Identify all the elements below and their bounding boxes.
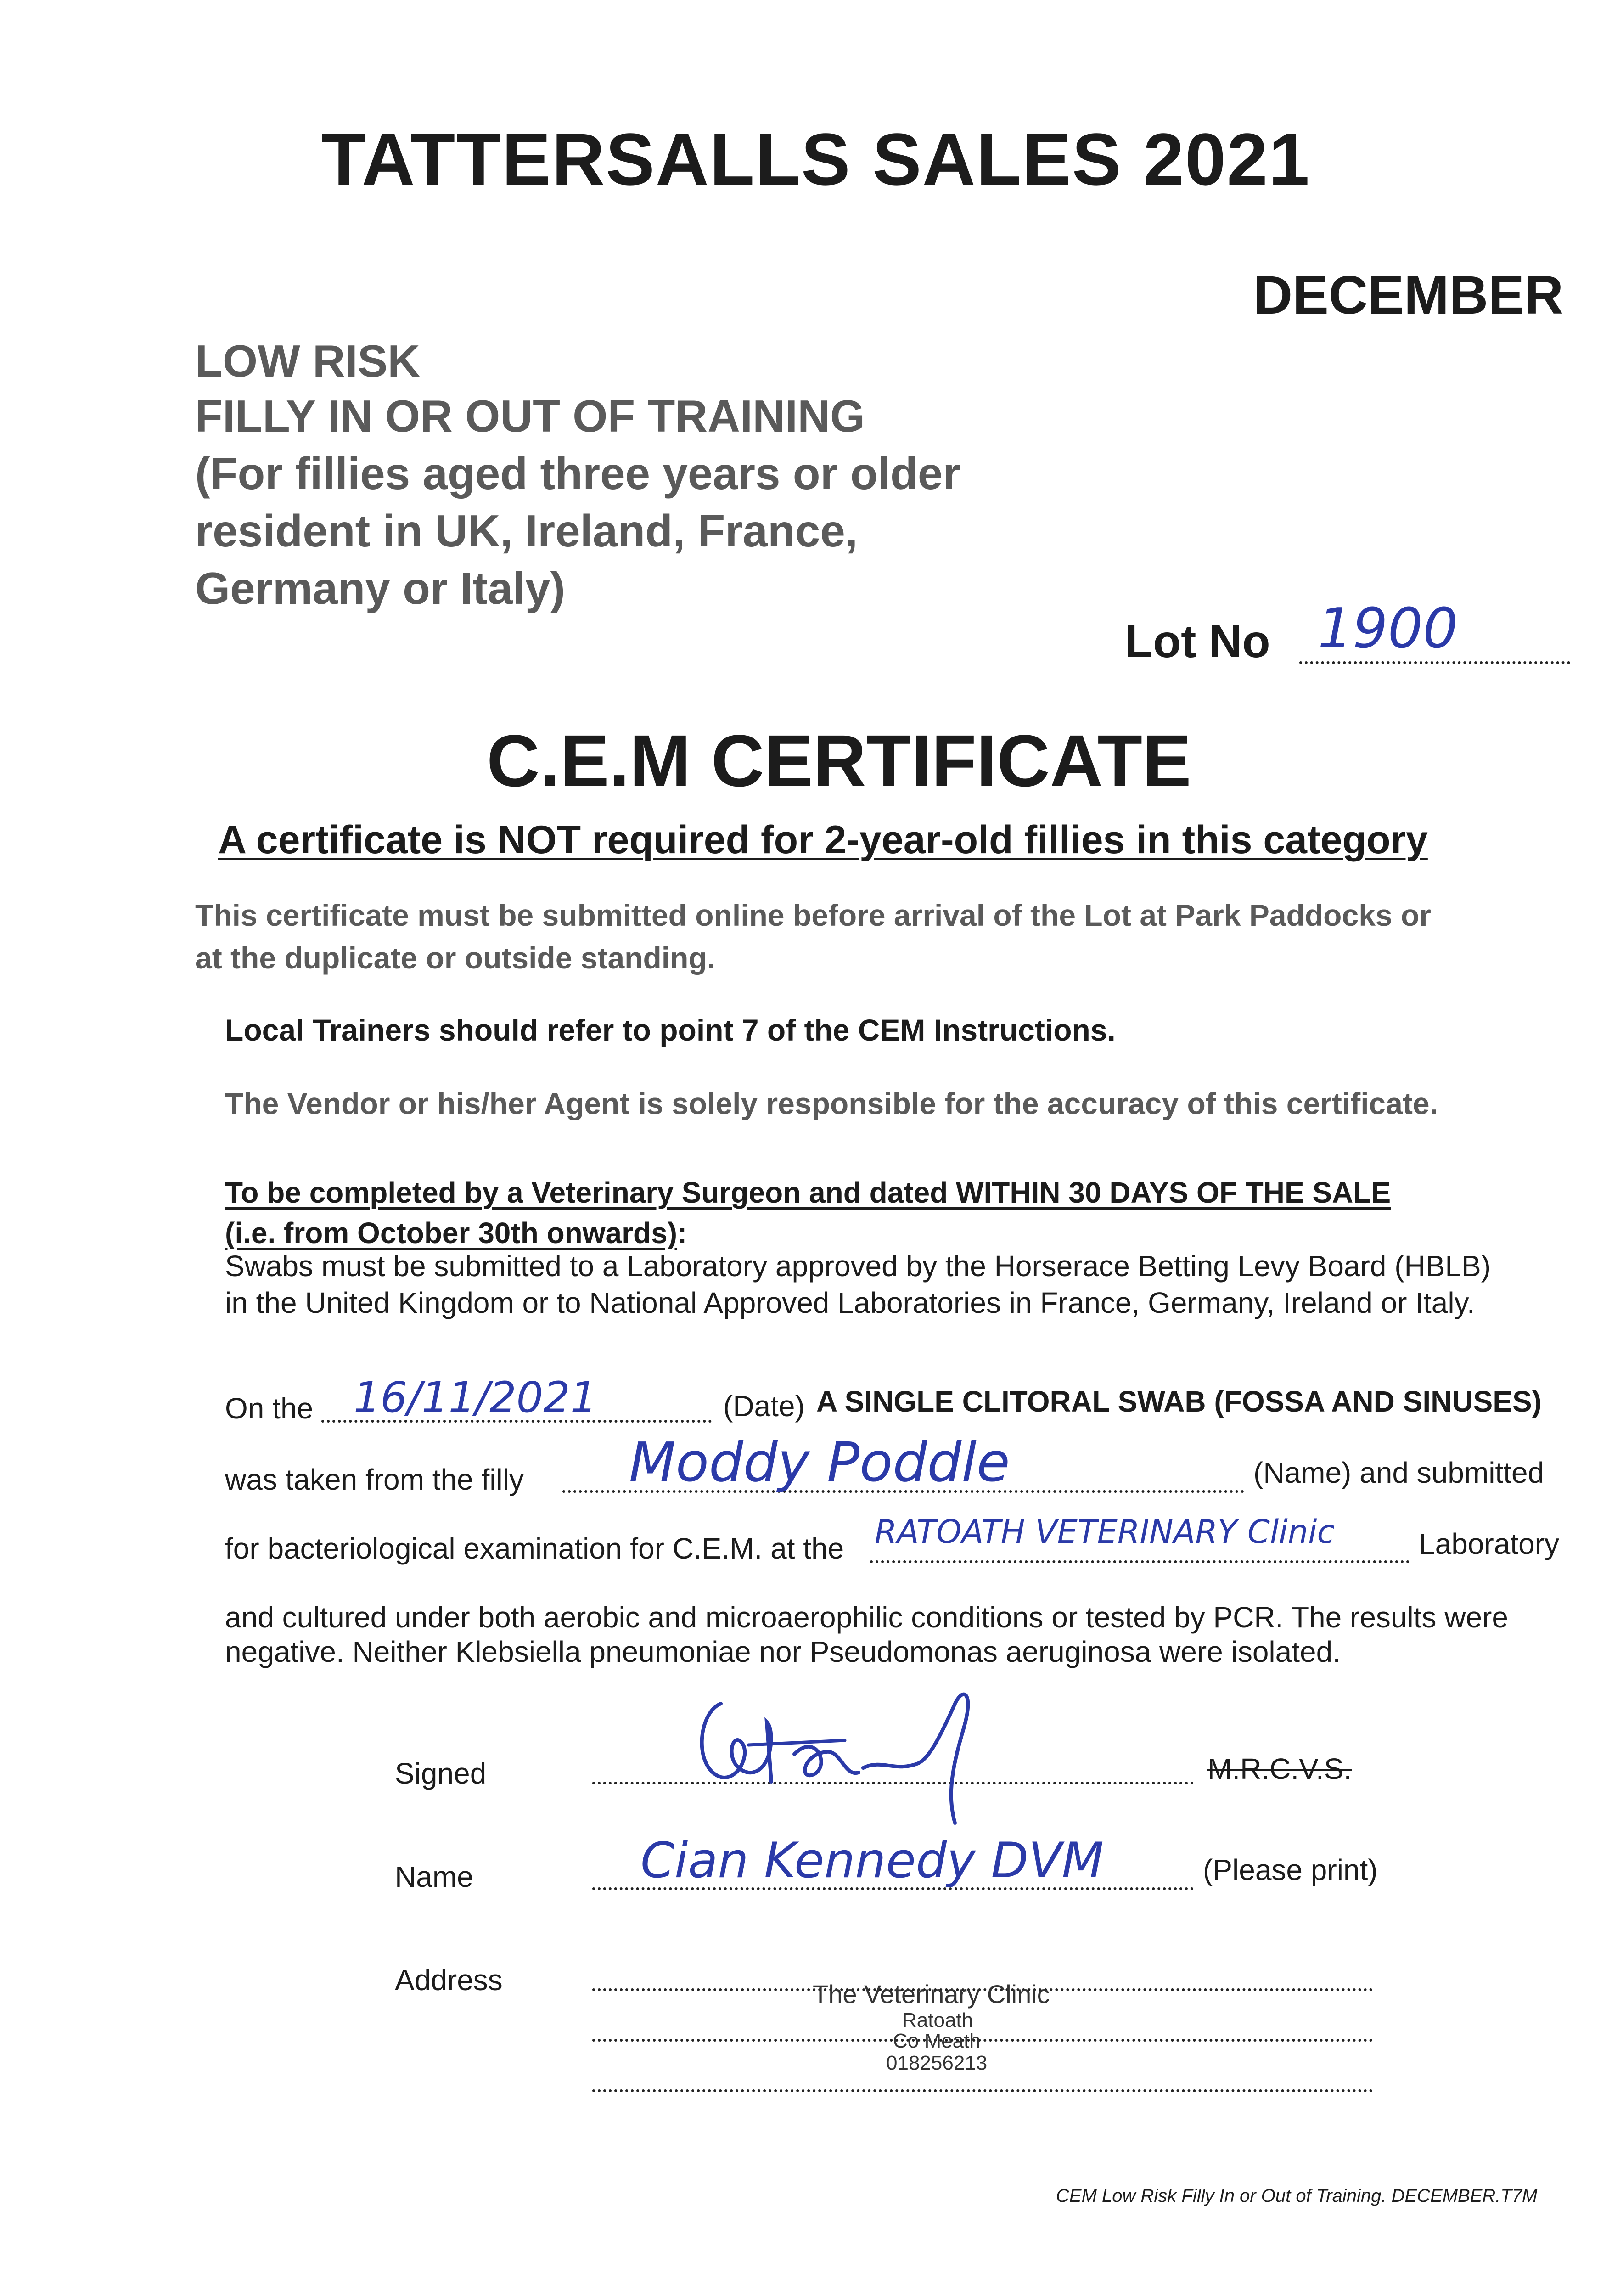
- address-dotted-line-3: [592, 2089, 1373, 2092]
- page-title: TATTERSALLS SALES 2021: [321, 118, 1310, 200]
- date-window-colon: :: [677, 1216, 687, 1249]
- age-requirement: (For fillies aged three years or older: [195, 448, 960, 499]
- lot-dotted-line: [1299, 661, 1570, 664]
- address-label: Address: [395, 1964, 503, 1997]
- date-value: 16/11/2021: [354, 1373, 597, 1422]
- mrcvs-label: M.R.C.V.S.: [1207, 1752, 1352, 1785]
- signed-label: Signed: [395, 1757, 487, 1790]
- name-label: Name: [395, 1860, 473, 1893]
- address-dotted-line-2: [592, 2039, 1373, 2042]
- bacteriological-label: for bacteriological examination for C.E.M. at the: [225, 1532, 844, 1565]
- residency-line: resident in UK, Ireland, France,: [195, 506, 858, 556]
- lot-number-value: 1900: [1318, 597, 1458, 661]
- submit-instruction-1: This certificate must be submitted online before arrival of the Lot at Park Paddocks or: [195, 898, 1431, 932]
- certificate-title: C.E.M CERTIFICATE: [487, 720, 1191, 802]
- date-label: (Date): [723, 1390, 805, 1423]
- stamp-phone: 018256213: [886, 2052, 988, 2074]
- swabs-instruction-1: Swabs must be submitted to a Laboratory approved by the Horserace Betting Levy Board (HBLB): [225, 1249, 1491, 1283]
- sale-month: DECEMBER: [1253, 265, 1564, 326]
- filly-name-value: Moddy Poddle: [629, 1430, 1010, 1494]
- not-required-notice: A certificate is NOT required for 2-year-old fillies in this category: [218, 818, 1428, 862]
- swabs-instruction-2: in the United Kingdom or to National Approved Laboratories in France, Germany, Ireland or Italy.: [225, 1286, 1475, 1319]
- stamp-town: Ratoath: [902, 2009, 973, 2032]
- risk-category: LOW RISK: [195, 336, 420, 386]
- laboratory-value: RATOATH VETERINARY Clinic: [875, 1513, 1335, 1551]
- laboratory-label: Laboratory: [1419, 1527, 1559, 1560]
- date-window-note: (i.e. from October 30th onwards): [225, 1216, 678, 1249]
- completion-heading-2: [225, 1216, 687, 1250]
- vet-name-value: Cian Kennedy DVM: [640, 1832, 1104, 1889]
- stamp-county: Co Meath: [893, 2030, 981, 2052]
- lot-label: Lot No: [1125, 616, 1270, 667]
- completion-heading: To be completed by a Veterinary Surgeon and dated WITHIN 30 DAYS OF THE SALE: [225, 1176, 1391, 1209]
- filly-name-label: (Name) and submitted: [1253, 1456, 1544, 1489]
- swab-type: A SINGLE CLITORAL SWAB (FOSSA AND SINUSES): [816, 1385, 1542, 1418]
- residency-line-2: Germany or Italy): [195, 563, 566, 613]
- filly-category: FILLY IN OR OUT OF TRAINING: [195, 391, 865, 441]
- please-print-label: (Please print): [1203, 1853, 1378, 1886]
- on-the-label: On the: [225, 1392, 314, 1425]
- local-trainers-note: Local Trainers should refer to point 7 of the CEM Instructions.: [225, 1013, 1116, 1047]
- taken-from-label: was taken from the filly: [225, 1463, 524, 1496]
- cultured-statement-2: negative. Neither Klebsiella pneumoniae nor Pseudomonas aeruginosa were isolated.: [225, 1635, 1341, 1668]
- submit-instruction-2: at the duplicate or outside standing.: [195, 941, 716, 975]
- stamp-clinic-name: The Veterinary Clinic: [813, 1980, 1050, 2009]
- footer-reference: CEM Low Risk Filly In or Out of Training. DECEMBER.T7M: [1056, 2186, 1538, 2206]
- cultured-statement-1: and cultured under both aerobic and microaerophilic conditions or tested by PCR. The results were: [225, 1601, 1508, 1634]
- vendor-responsibility: The Vendor or his/her Agent is solely responsible for the accuracy of this certificate.: [225, 1086, 1438, 1120]
- signature-scribble: [680, 1676, 1028, 1828]
- laboratory-dotted-line: [870, 1560, 1410, 1563]
